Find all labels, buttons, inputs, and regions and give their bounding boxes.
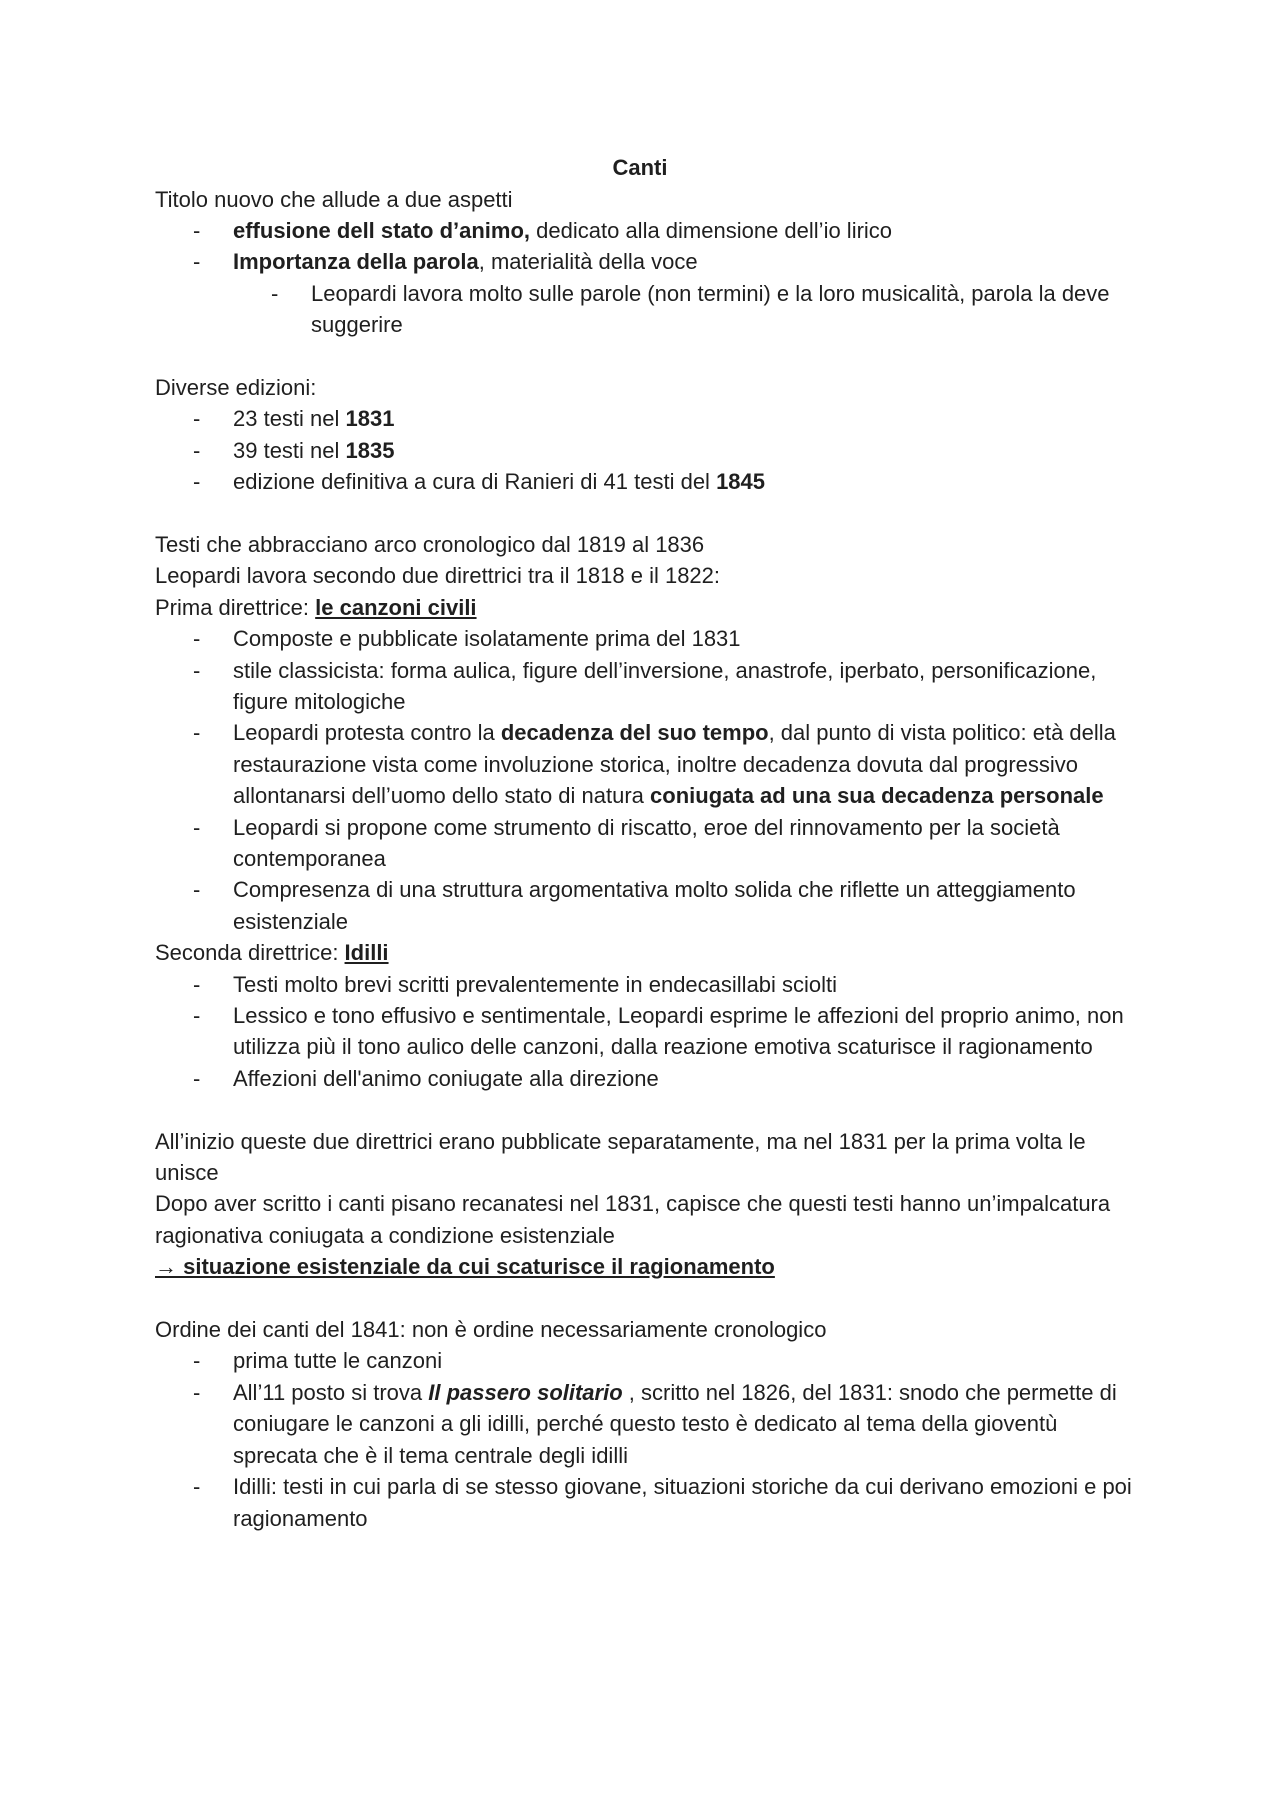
bullet-list <box>155 969 1135 1095</box>
section-intro: Diverse edizioni: <box>155 374 317 400</box>
sub-bullet-list <box>233 278 1135 341</box>
bullet-list <box>155 623 1135 937</box>
list-item: - Compresenza di una struttura argomentativa molto solida che riflette un atteggiamento esistenziale <box>233 874 1135 937</box>
direttrice-name: le canzoni civili <box>315 594 477 620</box>
list-item: - Affezioni dell'animo coniugate alla direzione <box>233 1063 1135 1094</box>
list-item: - edizione definitiva a cura di Ranieri di 41 testi del 1845 <box>233 466 1135 497</box>
list-item: - prima tutte le canzoni <box>233 1345 1135 1376</box>
bullet-list <box>155 215 1135 341</box>
direttrice-heading: Seconda direttrice: Idilli <box>155 940 389 966</box>
list-item: - Leopardi protesta contro la decadenza del suo tempo, dal punto di vista politico: età della restaurazione vista come involuzione storica, inoltre decadenza dovuta dal progressivo allontanarsi dell’uomo dello stato di natura coniugata ad una sua decadenza personale <box>233 717 1135 811</box>
list-item: - effusione dell stato d’animo, dedicato alla dimensione dell’io lirico <box>233 215 1135 246</box>
list-item: - Lessico e tono effusivo e sentimentale, Leopardi esprime le affezioni del proprio animo, non utilizza più il tono aulico delle canzoni, dalla reazione emotiva scaturisce il ragionamento <box>233 1000 1135 1063</box>
list-item: - stile classicista: forma aulica, figure dell’inversione, anastrofe, iperbato, personificazione, figure mitologiche <box>233 655 1135 718</box>
list-item: - Leopardi lavora molto sulle parole (non termini) e la loro musicalità, parola la deve suggerire <box>311 278 1135 341</box>
list-item: - Testi molto brevi scritti prevalentemente in endecasillabi sciolti <box>233 969 1135 1000</box>
list-item: - 39 testi nel 1835 <box>233 435 1135 466</box>
list-item: - Leopardi si propone come strumento di riscatto, eroe del rinnovamento per la società contemporanea <box>233 812 1135 875</box>
direttrice-heading: Prima direttrice: le canzoni civili <box>155 594 477 620</box>
paragraph: Testi che abbracciano arco cronologico dal 1819 al 1836 <box>155 531 705 557</box>
section-intro: Ordine dei canti del 1841: non è ordine necessariamente cronologico <box>155 1317 827 1343</box>
paragraph: All’inizio queste due direttrici erano pubblicate separatamente, ma nel 1831 per la prima volta le unisce <box>155 1128 1086 1186</box>
editions-list <box>155 403 1135 497</box>
conclusion-line: → situazione esistenziale da cui scaturisce il ragionamento <box>155 1254 775 1280</box>
section-intro: Titolo nuovo che allude a due aspetti <box>155 186 513 212</box>
paragraph: Dopo aver scritto i canti pisano recanatesi nel 1831, capisce che questi testi hanno un’impalcatura ragionativa coniugata a condizione esistenziale <box>155 1191 1111 1248</box>
bullet-list <box>155 1345 1135 1533</box>
direttrice-name: Idilli <box>344 940 389 966</box>
paragraph: Leopardi lavora secondo due direttrici tra il 1818 e il 1822: <box>155 563 721 589</box>
list-item: - Idilli: testi in cui parla di se stesso giovane, situazioni storiche da cui derivano emozioni e poi ragionamento <box>233 1471 1135 1534</box>
list-item: - Importanza della parola, materialità della voce - Leopardi lavora molto sulle parole (non termini) e la loro musicalità, parola la deve suggerire <box>233 246 1135 340</box>
list-item: - Composte e pubblicate isolatamente prima del 1831 <box>233 623 1135 654</box>
list-item: - 23 testi nel 1831 <box>233 403 1135 434</box>
list-item: - All’11 posto si trova Il passero solitario , scritto nel 1826, del 1831: snodo che permette di coniugare le canzoni a gli idilli, perché questo testo è dedicato al tema della gioventù sprecata che è il tema centrale degli idilli <box>233 1377 1135 1471</box>
document-body <box>155 184 1135 1534</box>
document-title: Canti <box>612 155 668 180</box>
